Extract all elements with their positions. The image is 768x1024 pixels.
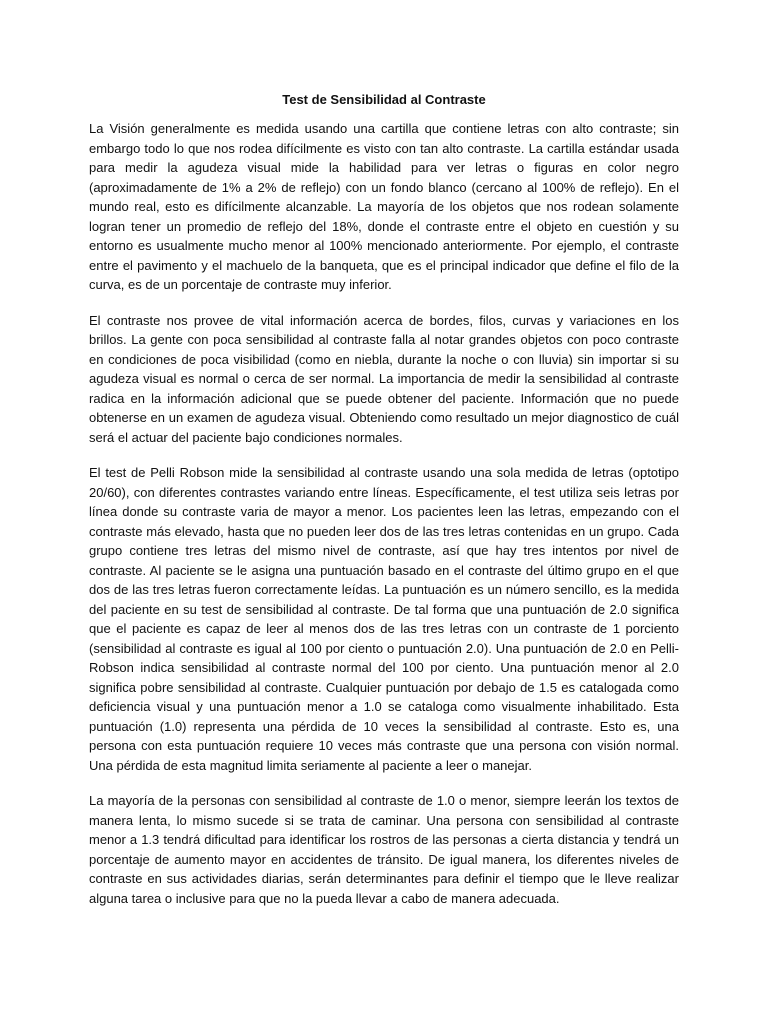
document-body [89, 90, 679, 924]
paragraph-1: La Visión generalmente es medida usando una cartilla que contiene letras con alto contraste; sin embargo todo lo que nos rodea difícilmente es visto con tan alto contraste. La cartilla estándar usada para medir la agudeza visual mide la habilidad para ver letras o figuras en color negro (aproximadamente de 1% a 2% de reflejo) con un fondo blanco (cercano al 100% de reflejo). En el mundo real, esto es difícilmente alcanzable. La mayoría de los objetos que nos rodean solamente logran tener un promedio de reflejo del 18%, donde el contraste entre el objeto en cuestión y su entorno es usualmente mucho menor al 100% mencionado anteriormente. Por ejemplo, el contraste entre el pavimento y el machuelo de la banqueta, que es el principal indicador que define el filo de la curva, es de un porcentaje de contraste muy inferior. [89, 121, 679, 292]
paragraph-2: El contraste nos provee de vital información acerca de bordes, filos, curvas y variaciones en los brillos. La gente con poca sensibilidad al contraste falla al notar grandes objetos con poco contraste en condiciones de poca visibilidad (como en niebla, durante la noche o con lluvia) sin importar si su agudeza visual es normal o cerca de ser normal. La importancia de medir la sensibilidad al contraste radica en la información adicional que se puede obtener del paciente. Información que no puede obtenerse en un examen de agudeza visual. Obteniendo como resultado un mejor diagnostico de cuál será el actuar del paciente bajo condiciones normales. [89, 312, 679, 445]
paragraph-3: El test de Pelli Robson mide la sensibilidad al contraste usando una sola medida de letras (optotipo 20/60), con diferentes contrastes variando entre líneas. Específicamente, el test utiliza seis letras por línea donde su contraste varia de mayor a menor. Los pacientes leen las letras, empezando con el contraste más elevado, hasta que no pueden leer dos de las tres letras contenidas en un grupo. Cada grupo contiene tres letras del mismo nivel de contraste, así que hay tres intentos por nivel de contraste. Al paciente se le asigna una puntuación basado en el contraste del último grupo en el que dos de las tres letras fueron correctamente leídas. La puntuación es un número sencillo, es la medida del paciente en su test de sensibilidad al contraste. De tal forma que una puntuación de 2.0 significa que el paciente es capaz de leer al menos dos de las tres letras con un contraste de 1 porciento (sensibilidad al contraste es igual al 100 por ciento o puntuación 2.0). Una puntuación de 2.0 en Pelli-Robson indica sensibilidad al contraste normal del 100 por ciento. Una puntuación menor al 2.0 significa pobre sensibilidad al contraste. Cualquier puntuación por debajo de 1.5 es catalogada como deficiencia visual y una puntuación menor a 1.0 se cataloga como visualmente inhabilitado. Esta puntuación (1.0) representa una pérdida de 10 veces la sensibilidad al contraste. Esto es, una persona con esta puntuación requiere 10 veces más contraste que una persona con visión normal. Una pérdida de esta magnitud limita seriamente al paciente a leer o manejar. [89, 465, 679, 773]
document-title: Test de Sensibilidad al Contraste [282, 92, 486, 107]
paragraph-4: La mayoría de la personas con sensibilidad al contraste de 1.0 o menor, siempre leerán los textos de manera lenta, lo mismo sucede si se trata de caminar. Una persona con sensibilidad al contraste menor a 1.3 tendrá dificultad para identificar los rostros de las personas a cierta distancia y tendrá un porcentaje de aumento mayor en accidentes de tránsito. De igual manera, los diferentes niveles de contraste en sus actividades diarias, serán determinantes para definir el tiempo que le lleve realizar alguna tarea o inclusive para que no la pueda llevar a cabo de manera adecuada. [89, 793, 679, 906]
